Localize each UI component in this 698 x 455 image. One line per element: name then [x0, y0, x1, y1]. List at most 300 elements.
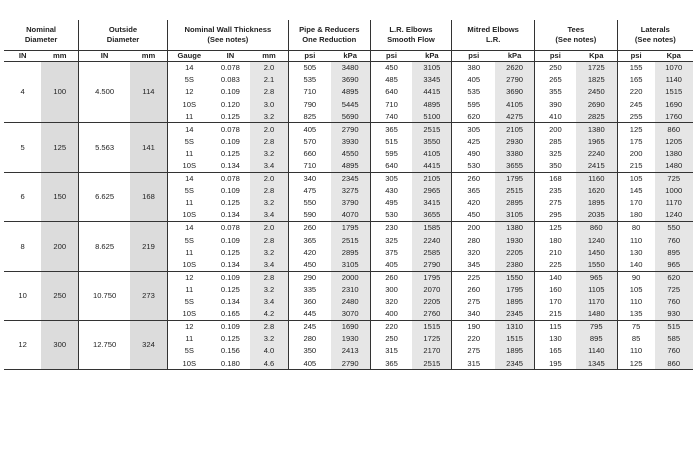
unit-header-cell: mm	[130, 51, 167, 62]
table-cell: 2380	[495, 259, 534, 272]
table-cell: 10S	[167, 308, 210, 321]
table-cell: 380	[467, 63, 481, 73]
table-cell: 4895	[412, 98, 451, 110]
table-cell: 300	[385, 284, 398, 294]
table-cell: 2895	[495, 197, 534, 209]
table-cell: 0.078	[220, 223, 240, 233]
table-cell: 0.125	[220, 148, 240, 158]
table-cell: 168	[549, 174, 562, 184]
header-mitred-elbows-sub: L.R.	[452, 35, 535, 51]
table-cell: 2.8	[250, 320, 288, 333]
table-cell: 4895	[331, 160, 370, 173]
table-cell: 90	[631, 272, 641, 282]
outside-in-cell: 12.750	[79, 320, 130, 369]
table-cell: 3.2	[250, 284, 288, 296]
table-cell: 3.2	[250, 246, 288, 258]
table-cell: 1725	[576, 62, 617, 75]
table-cell: 200	[549, 124, 562, 134]
table-cell: 1795	[331, 222, 370, 235]
unit-header-cell: kPa	[331, 51, 370, 62]
table-cell: 4415	[412, 160, 451, 173]
table-cell: 2515	[495, 185, 534, 197]
table-cell: 450	[385, 63, 398, 73]
table-cell: 2205	[495, 246, 534, 258]
table-cell: 965	[655, 259, 694, 272]
table-cell: 4.0	[250, 345, 288, 357]
table-cell: 620	[655, 271, 694, 284]
table-cell: 225	[535, 259, 576, 272]
table-cell: 0.156	[220, 346, 240, 356]
outside-in-cell: 4.500	[79, 62, 130, 123]
table-cell: 1515	[655, 86, 694, 98]
table-cell: 3105	[331, 259, 370, 272]
table-cell: 760	[655, 345, 694, 357]
table-cell: 14	[185, 63, 194, 73]
table-cell: 170	[549, 297, 562, 307]
table-cell: 3.2	[250, 333, 288, 345]
table-cell: 3690	[495, 86, 534, 98]
table-cell: 1550	[576, 259, 617, 272]
table-cell: 1170	[576, 296, 617, 308]
table-cell: 1795	[412, 271, 451, 284]
table-cell: 14	[185, 124, 194, 134]
nominal-in-cell: 6	[4, 172, 41, 221]
table-cell: 0.125	[211, 110, 250, 123]
table-cell: 290	[303, 272, 317, 282]
table-cell: 2515	[412, 357, 451, 370]
table-cell: 1930	[331, 333, 370, 345]
table-cell: 4070	[331, 209, 370, 222]
table-cell: 110	[630, 235, 643, 245]
table-cell: 305	[385, 174, 398, 184]
table-cell: 14	[185, 174, 194, 184]
table-cell: 170	[629, 198, 643, 208]
table-cell: 0.134	[220, 297, 240, 307]
table-cell: 200	[467, 223, 481, 233]
table-cell: 11	[185, 198, 194, 208]
table-cell: 710	[288, 160, 330, 173]
table-cell: 505	[303, 63, 317, 73]
unit-header-cell: mm	[250, 51, 288, 62]
table-cell: 10S	[167, 160, 210, 173]
table-cell: 5S	[184, 186, 194, 196]
table-cell: 1895	[495, 345, 534, 357]
table-cell: 530	[370, 209, 412, 222]
table-cell: 365	[370, 357, 412, 370]
table-cell: 3655	[495, 160, 534, 173]
table-cell: 1795	[495, 172, 534, 185]
table-cell: 0.125	[220, 247, 240, 257]
table-cell: 5S	[184, 297, 194, 307]
table-cell: 125	[629, 124, 643, 134]
nominal-in-cell: 10	[4, 271, 41, 320]
table-cell: 1585	[412, 222, 451, 235]
outside-mm-cell: 168	[130, 172, 167, 221]
nominal-mm-cell: 125	[41, 123, 78, 172]
table-cell: 255	[617, 110, 654, 123]
table-cell: 10S	[167, 209, 210, 222]
unit-header-cell: kPa	[412, 51, 451, 62]
table-cell: 2415	[576, 160, 617, 173]
nominal-in-cell: 12	[4, 320, 41, 369]
table-cell: 530	[452, 160, 495, 173]
table-cell: 1380	[655, 148, 694, 160]
table-cell: 1380	[495, 222, 534, 235]
table-cell: 140	[549, 272, 562, 282]
table-cell: 80	[631, 223, 641, 233]
header-nominal-diameter-sub: Diameter	[4, 35, 79, 51]
table-cell: 2205	[412, 296, 451, 308]
table-cell: 0.134	[211, 160, 250, 173]
table-cell: 0.125	[220, 198, 240, 208]
table-cell: 140	[617, 259, 654, 272]
table-cell: 2790	[495, 74, 534, 86]
unit-header-cell: psi	[452, 51, 495, 62]
table-cell: 0.083	[220, 75, 240, 85]
table-cell: 260	[303, 223, 317, 233]
table-cell: 2.1	[250, 74, 288, 86]
table-cell: 3105	[412, 62, 451, 75]
table-cell: 3105	[495, 209, 534, 222]
table-cell: 260	[385, 272, 398, 282]
table-cell: 375	[385, 247, 398, 257]
header-laterals-sub: (See notes)	[634, 35, 676, 44]
table-cell: 0.078	[220, 124, 240, 134]
table-cell: 180	[617, 209, 654, 222]
table-cell: 275	[467, 297, 481, 307]
unit-header-cell: kPa	[495, 51, 534, 62]
table-cell: 0.109	[220, 272, 240, 282]
table-cell: 535	[467, 87, 481, 97]
table-cell: 2930	[495, 136, 534, 148]
unit-header-cell: IN	[79, 51, 130, 62]
table-cell: 3690	[331, 74, 370, 86]
table-cell: 860	[655, 123, 694, 136]
header-pipe-reducers-sub: One Reduction	[288, 35, 370, 51]
table-cell: 3070	[331, 308, 370, 321]
table-cell: 740	[370, 110, 412, 123]
table-cell: 125	[617, 357, 654, 370]
table-cell: 5100	[412, 110, 451, 123]
table-cell: 515	[655, 320, 694, 333]
table-cell: 4.2	[250, 308, 288, 321]
table-cell: 390	[549, 99, 562, 109]
unit-header-cell: Kpa	[655, 51, 694, 62]
table-cell: 5S	[184, 75, 194, 85]
table-cell: 14	[185, 223, 194, 233]
table-cell: 3380	[495, 148, 534, 160]
table-cell: 200	[629, 148, 643, 158]
table-cell: 895	[655, 246, 694, 258]
nominal-mm-cell: 100	[41, 62, 78, 123]
table-cell: 2345	[331, 172, 370, 185]
unit-header-cell: IN	[211, 51, 250, 62]
unit-header-cell: psi	[535, 51, 576, 62]
table-cell: 2.0	[250, 62, 288, 75]
table-cell: 1895	[495, 296, 534, 308]
table-cell: 0.134	[211, 259, 250, 272]
table-cell: 710	[385, 99, 398, 109]
table-cell: 260	[467, 284, 481, 294]
unit-header-cell: psi	[370, 51, 412, 62]
table-cell: 2790	[331, 357, 370, 370]
table-cell: 1160	[576, 172, 617, 185]
table-cell: 450	[288, 259, 330, 272]
table-cell: 215	[617, 160, 654, 173]
table-cell: 135	[617, 308, 654, 321]
table-cell: 4895	[331, 86, 370, 98]
table-cell: 3790	[331, 197, 370, 209]
table-cell: 550	[655, 222, 694, 235]
table-cell: 2895	[331, 246, 370, 258]
table-cell: 3.2	[250, 110, 288, 123]
table-header	[4, 20, 693, 62]
table-cell: 210	[549, 247, 562, 257]
table-cell: 725	[655, 284, 694, 296]
table-cell: 2105	[495, 123, 534, 136]
table-cell: 0.165	[211, 308, 250, 321]
table-cell: 355	[549, 87, 562, 97]
table-cell: 11	[185, 334, 194, 344]
table-cell: 3.4	[250, 160, 288, 173]
table-cell: 85	[631, 334, 641, 344]
header-outside-diameter-sub: Diameter	[79, 35, 168, 51]
table-row	[4, 222, 693, 235]
table-cell: 11	[167, 110, 210, 123]
table-cell: 1620	[576, 185, 617, 197]
table-cell: 1105	[576, 284, 617, 296]
table-cell: 2.8	[250, 185, 288, 197]
table-cell: 475	[303, 186, 317, 196]
table-cell: 0.125	[220, 334, 240, 344]
header-tees-sub: (See notes)	[535, 35, 618, 51]
table-cell: 215	[535, 308, 576, 321]
table-cell: 495	[385, 198, 398, 208]
table-cell: 155	[629, 63, 643, 73]
table-cell: 1000	[655, 185, 694, 197]
table-cell: 640	[370, 160, 412, 173]
table-cell: 275	[467, 346, 481, 356]
header-laterals: Laterals	[640, 25, 670, 35]
table-cell: 860	[655, 357, 694, 370]
nominal-mm-cell: 250	[41, 271, 78, 320]
table-cell: 345	[452, 259, 495, 272]
table-cell: 490	[467, 148, 481, 158]
table-cell: 125	[549, 223, 562, 233]
table-cell: 1515	[412, 320, 451, 333]
table-cell: 365	[385, 124, 398, 134]
outside-in-cell: 8.625	[79, 222, 130, 271]
table-cell: 1895	[576, 197, 617, 209]
table-cell: 10S	[167, 259, 210, 272]
table-cell: 2515	[412, 123, 451, 136]
nominal-mm-cell: 200	[41, 222, 78, 271]
table-cell: 1240	[576, 234, 617, 246]
table-cell: 550	[303, 198, 317, 208]
header-nominal-diameter: Nominal	[4, 20, 79, 35]
header-pipe-reducers: Pipe & Reducers	[288, 20, 370, 35]
table-cell: 3930	[331, 136, 370, 148]
table-cell: 4415	[412, 86, 451, 98]
table-cell: 2310	[331, 284, 370, 296]
table-cell: 350	[535, 160, 576, 173]
table-cell: 350	[303, 346, 317, 356]
table-cell: 335	[303, 284, 317, 294]
table-cell: 1930	[495, 234, 534, 246]
table-cell: 3655	[412, 209, 451, 222]
outside-mm-cell: 114	[130, 62, 167, 123]
table-cell: 1240	[655, 209, 694, 222]
table-cell: 2.8	[250, 271, 288, 284]
table-cell: 1515	[495, 333, 534, 345]
table-cell: 895	[576, 333, 617, 345]
table-cell: 2965	[412, 185, 451, 197]
table-cell: 760	[655, 234, 694, 246]
outside-in-cell: 6.625	[79, 172, 130, 221]
table-cell: 11	[185, 148, 194, 158]
table-cell: 10S	[167, 357, 210, 370]
table-cell: 110	[630, 297, 643, 307]
table-cell: 230	[385, 223, 398, 233]
unit-header-cell: mm	[41, 51, 78, 62]
table-cell: 175	[629, 136, 643, 146]
table-cell: 2000	[331, 271, 370, 284]
nominal-in-cell: 5	[4, 123, 41, 172]
table-cell: 620	[452, 110, 495, 123]
table-cell: 965	[576, 271, 617, 284]
table-cell: 115	[549, 322, 562, 332]
table-cell: 3.4	[250, 209, 288, 222]
table-cell: 305	[467, 124, 481, 134]
table-cell: 360	[303, 297, 317, 307]
table-cell: 105	[629, 284, 643, 294]
table-cell: 2.0	[250, 123, 288, 136]
table-row	[4, 172, 693, 185]
table-cell: 145	[629, 186, 643, 196]
table-cell: 3.2	[250, 197, 288, 209]
table-cell: 1380	[576, 123, 617, 136]
outside-in-cell: 10.750	[79, 271, 130, 320]
table-cell: 3.4	[250, 296, 288, 308]
table-cell: 4275	[495, 110, 534, 123]
table-cell: 2345	[495, 308, 534, 321]
table-cell: 1140	[655, 74, 694, 86]
table-cell: 405	[467, 75, 481, 85]
table-cell: 860	[576, 222, 617, 235]
table-cell: 710	[303, 87, 317, 97]
table-cell: 2.0	[250, 222, 288, 235]
table-cell: 295	[535, 209, 576, 222]
table-cell: 1795	[495, 284, 534, 296]
table-row	[4, 62, 693, 75]
table-cell: 75	[631, 322, 641, 332]
table-cell: 1690	[655, 98, 694, 110]
table-cell: 2.8	[250, 234, 288, 246]
outside-in-cell: 5.563	[79, 123, 130, 172]
header-wall-thickness-sub: (See notes)	[167, 35, 288, 51]
table-cell: 790	[303, 99, 317, 109]
table-cell: 12	[185, 272, 194, 282]
table-cell: 640	[385, 87, 398, 97]
table-cell: 225	[467, 272, 481, 282]
table-cell: 220	[385, 322, 398, 332]
unit-header-cell: psi	[617, 51, 654, 62]
table-cell: 285	[549, 136, 562, 146]
outside-mm-cell: 141	[130, 123, 167, 172]
table-cell: 2170	[412, 345, 451, 357]
table-cell: 265	[549, 75, 562, 85]
table-cell: 405	[288, 357, 330, 370]
table-cell: 1725	[412, 333, 451, 345]
table-cell: 3.4	[250, 259, 288, 272]
table-cell: 795	[576, 320, 617, 333]
outside-mm-cell: 324	[130, 320, 167, 369]
table-cell: 1070	[655, 62, 694, 75]
table-cell: 3480	[331, 62, 370, 75]
table-cell: 4550	[331, 148, 370, 160]
table-cell: 12	[185, 87, 194, 97]
table-cell: 275	[549, 198, 562, 208]
table-cell: 1825	[576, 74, 617, 86]
table-cell: 0.078	[220, 174, 240, 184]
table-cell: 5S	[184, 136, 194, 146]
table-cell: 220	[467, 334, 481, 344]
table-cell: 245	[303, 322, 317, 332]
table-cell: 400	[370, 308, 412, 321]
table-cell: 420	[303, 247, 317, 257]
table-cell: 130	[629, 247, 643, 257]
table-cell: 2.8	[250, 136, 288, 148]
header-lr-elbows-sub: Smooth Flow	[370, 35, 452, 51]
table-cell: 3415	[412, 197, 451, 209]
header-lr-elbows: L.R. Elbows	[370, 20, 452, 35]
nominal-in-cell: 4	[4, 62, 41, 123]
nominal-in-cell: 8	[4, 222, 41, 271]
table-cell: 165	[549, 346, 562, 356]
table-cell: 0.109	[220, 136, 240, 146]
table-cell: 2.0	[250, 172, 288, 185]
table-cell: 2480	[331, 296, 370, 308]
table-cell: 1170	[655, 197, 694, 209]
table-cell: 4.6	[250, 357, 288, 370]
table-cell: 195	[535, 357, 576, 370]
header-mitred-elbows: Mitred Elbows	[452, 20, 535, 35]
table-cell: 3550	[412, 136, 451, 148]
table-cell: 130	[549, 334, 562, 344]
table-cell: 2035	[576, 209, 617, 222]
table-cell: 450	[452, 209, 495, 222]
table-cell: 2240	[576, 148, 617, 160]
table-cell: 2790	[331, 123, 370, 136]
table-cell: 930	[655, 308, 694, 321]
nominal-mm-cell: 150	[41, 172, 78, 221]
table-cell: 5S	[184, 346, 194, 356]
table-cell: 595	[385, 148, 398, 158]
unit-header-cell: IN	[4, 51, 41, 62]
table-cell: 1480	[576, 308, 617, 321]
table-cell: 4105	[495, 98, 534, 110]
table-cell: 0.109	[220, 87, 240, 97]
table-cell: 2825	[576, 110, 617, 123]
table-cell: 425	[467, 136, 481, 146]
table-cell: 2690	[576, 98, 617, 110]
table-cell: 0.125	[220, 284, 240, 294]
unit-header-cell: psi	[288, 51, 330, 62]
table-cell: 410	[535, 110, 576, 123]
table-cell: 5S	[184, 235, 194, 245]
table-body	[4, 62, 693, 370]
table-cell: 2620	[495, 62, 534, 75]
